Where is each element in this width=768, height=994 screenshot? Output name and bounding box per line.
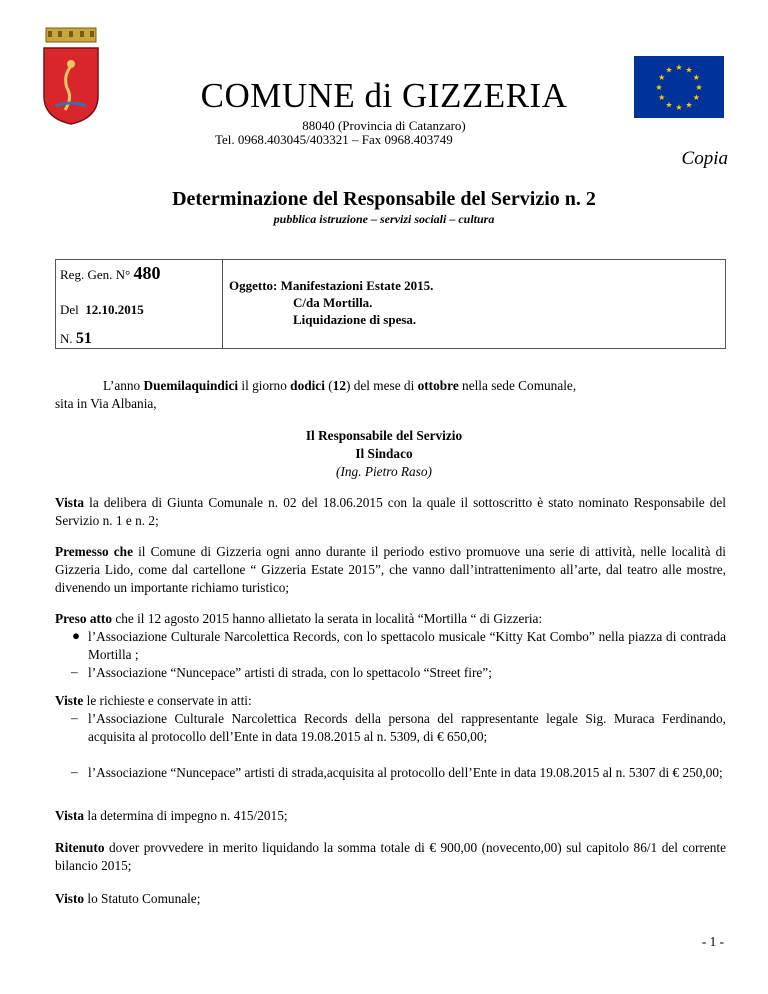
eu-star-icon: ★ — [685, 65, 693, 75]
premesso-paragraph: Premesso che il Comune di Gizzeria ogni anno durante il periodo estivo promuove una serie di attività, nelle località di Gizzeria Lido, come dal cartellone “ Gizzeria Estate 2015”, che vanno dall’intrattenimento all’arte, dal teatro alle mostre, divenendo un importante richiamo turistico; — [55, 544, 727, 595]
reg-gen: Reg. Gen. N° 480 — [60, 263, 161, 283]
viste-paragraph: Viste le richieste e conservate in atti: — [55, 693, 252, 708]
eu-star-icon: ★ — [685, 100, 693, 110]
eu-star-icon: ★ — [675, 103, 683, 112]
responsabile-line: Il Responsabile del Servizio — [305, 428, 463, 443]
eu-star-icon: ★ — [665, 100, 673, 110]
intro-paragraph: L’anno Duemilaquindici il giorno dodici (12) del mese di ottobre nella sede Comunale, sita in Via Albania, — [55, 378, 577, 411]
bullet-dash-icon: – — [71, 664, 78, 679]
eu-star-icon: ★ — [655, 83, 663, 92]
reg-gen-value: 480 — [133, 263, 161, 283]
eu-star-icon: ★ — [692, 93, 700, 102]
sindaco-name: (Ing. Pietro Raso) — [336, 464, 432, 479]
eu-star-icon: ★ — [695, 83, 703, 92]
del-date-value: 12.10.2015 — [85, 302, 144, 317]
visto-paragraph: Visto lo Statuto Comunale; — [55, 891, 201, 906]
number-value: 51 — [75, 330, 92, 347]
del-date: Del 12.10.2015 — [60, 302, 144, 317]
determination-subtitle: pubblica istruzione – servizi sociali – cultura — [273, 212, 495, 226]
vista-determina-paragraph: Vista la determina di impegno n. 415/2015; — [55, 808, 288, 823]
bullet-dot-icon: ● — [72, 628, 81, 643]
eu-star-icon: ★ — [665, 65, 673, 75]
number: N. 51 — [60, 330, 92, 347]
eu-star-icon: ★ — [658, 93, 666, 102]
comune-title: COMUNE di GIZZERIA — [200, 76, 568, 115]
eu-star-icon: ★ — [658, 73, 666, 82]
register-box-divider — [222, 259, 223, 349]
determination-title: Determinazione del Responsabile del Servizio n. 2 — [172, 188, 596, 210]
preso-atto-item-2: l’Associazione “Nuncepace” artisti di strada, con lo spettacolo “Street fire”; — [88, 665, 492, 680]
preso-atto-paragraph: Preso atto che il 12 agosto 2015 hanno allietato la serata in località “Mortilla “ di Gizzeria: — [55, 611, 543, 626]
eu-star-icon: ★ — [675, 63, 683, 72]
sindaco-line: Il Sindaco — [355, 446, 413, 461]
oggetto: Oggetto: Manifestazioni Estate 2015. C/da Mortilla. Liquidazione di spesa. — [229, 278, 434, 327]
vista-paragraph: Vista la delibera di Giunta Comunale n. 02 del 18.06.2015 con la quale il sottoscritto è stato nominato Responsabile del Servizio n. 1 e n. 2; — [55, 495, 726, 528]
preso-atto-item-1: l’Associazione Culturale Narcolettica Records, con lo spettacolo musicale “Kitty Kat Combo” nella piazza di contrada Mortilla ; — [88, 629, 726, 662]
bullet-dash-icon: – — [71, 710, 78, 725]
viste-item-2: l’Associazione “Nuncepace” artisti di strada,acquisita al protocollo dell’Ente in data 19.08.2015 al n. 5307 di € 250,00; — [88, 765, 723, 780]
eu-star-icon: ★ — [692, 73, 700, 82]
address-line-2: Tel. 0968.403045/403321 – Fax 0968.403749 — [215, 132, 453, 147]
viste-item-1: l’Associazione Culturale Narcolettica Records della persona del rappresentante legale Sig. Muraca Ferdinando, acquisita al protocollo dell’Ente in data 19.08.2015 al n. 5309, di € 650,00; — [88, 711, 726, 744]
page-number: - 1 - — [701, 934, 724, 949]
bullet-dash-icon: – — [71, 764, 78, 779]
ritenuto-paragraph: Ritenuto dover provvedere in merito liquidando la somma totale di € 900,00 (novecento,00) sul capitolo 86/1 del corrente bilancio 2015; — [55, 840, 726, 873]
copy-label: Copia — [681, 148, 728, 169]
address-line-1: 88040 (Provincia di Catanzaro) — [302, 118, 466, 133]
